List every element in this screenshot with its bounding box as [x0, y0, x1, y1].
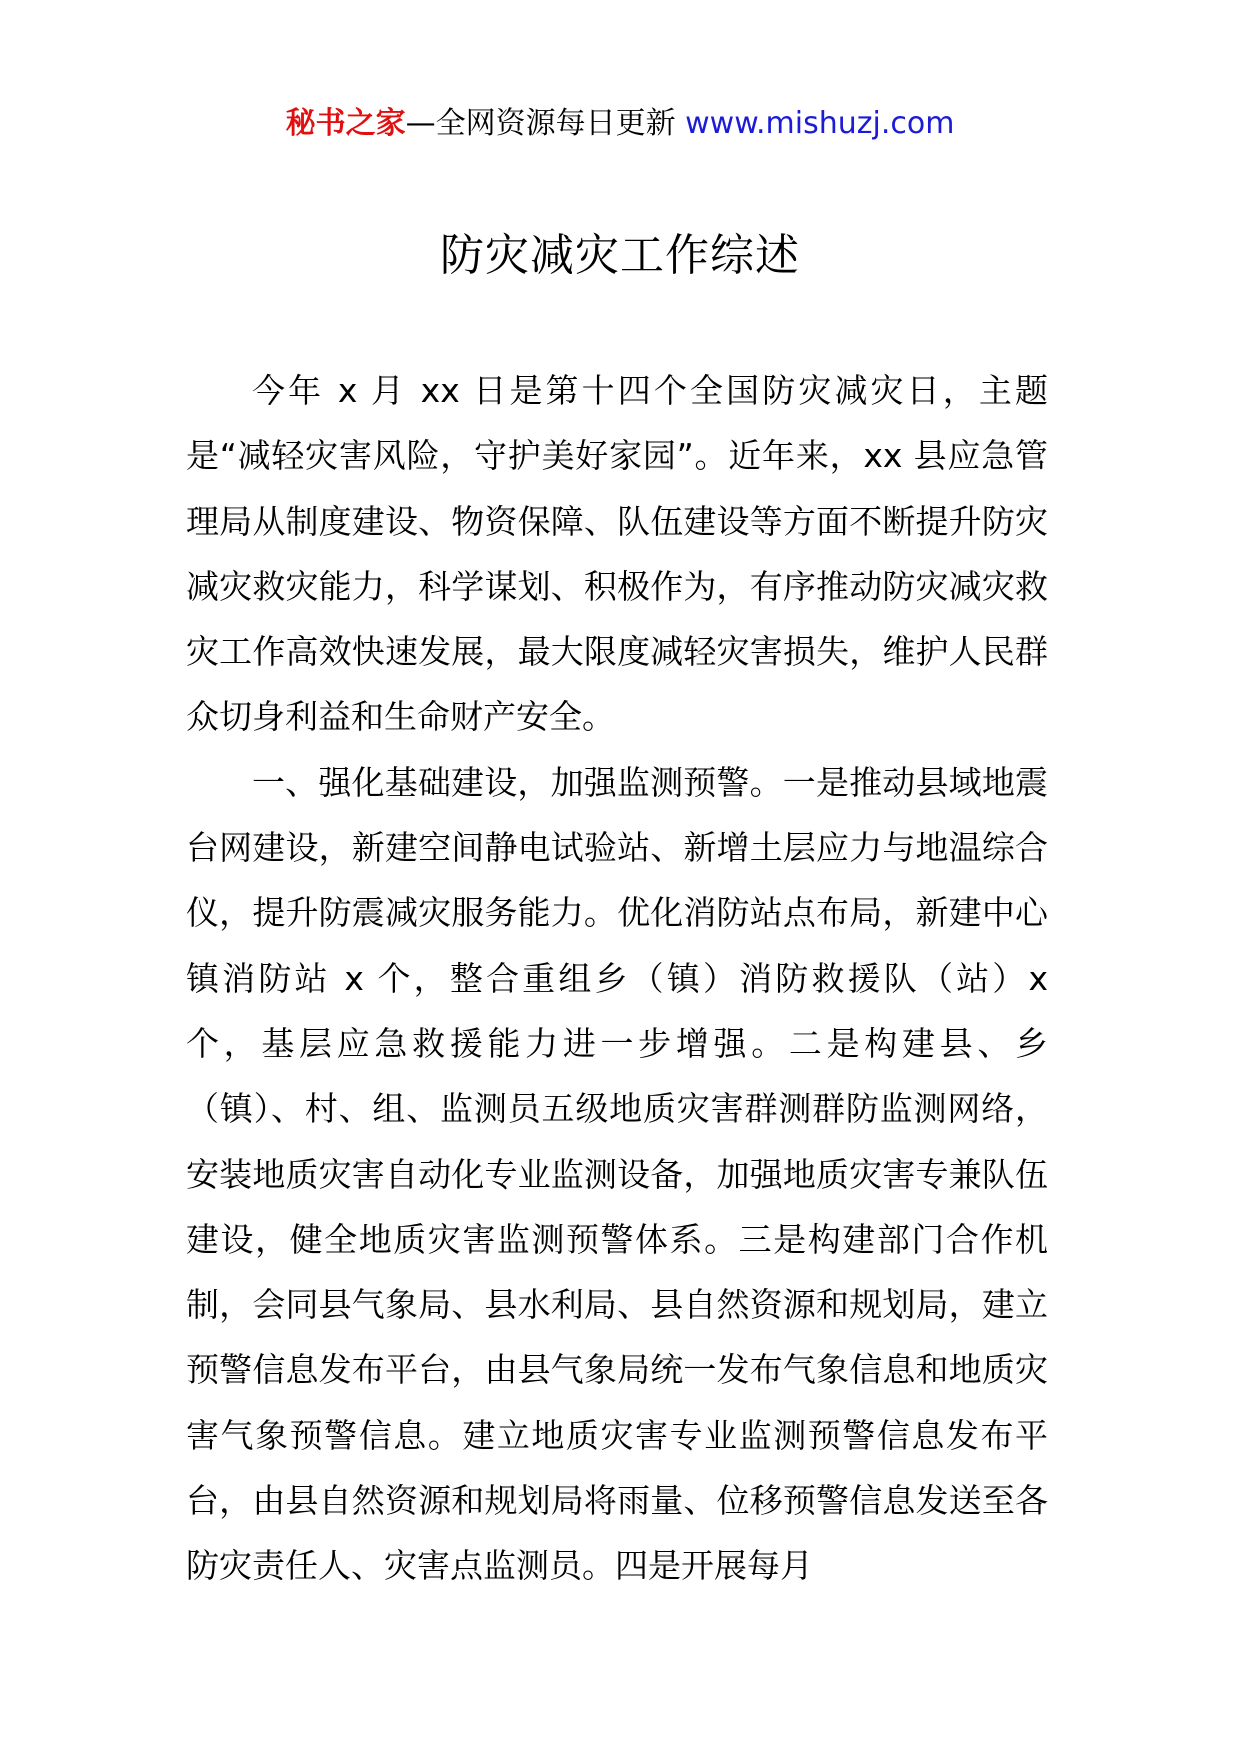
site-tagline: —全网资源每日更新	[405, 106, 676, 141]
paragraph-section-1: 一、强化基础建设，加强监测预警。一是推动县域地震台网建设，新建空间静电试验站、新增土层应力与地温综合仪，提升防震减灾服务能力。优化消防站点布局，新建中心镇消防站 x 个，整合重组乡（镇）消防救援队（站）x 个，基层应急救援能力进一步增强。二是构建县、乡（镇）、村、组、监测员五级地质灾害群测群防监测网络，安装地质灾害自动化专业监测设备，加强地质灾害专兼队伍建设，健全地质灾害监测预警体系。三是构建部门合作机制，会同县气象局、县水利局、县自然资源和规划局，建立预警信息发布平台，由县气象局统一发布气象信息和地质灾害气象预警信息。建立地质灾害专业监测预警信息发布平台，由县自然资源和规划局将雨量、位移预警信息发送至各防灾责任人、灾害点监测员。四是开展每月	[186, 762, 1048, 1586]
site-url-link[interactable]: www.mishuzj.com	[685, 106, 955, 141]
site-brand: 秘书之家	[285, 106, 406, 141]
paragraph-intro: 今年 x 月 xx 日是第十四个全国防灾减灾日，主题是“减轻灾害风险，守护美好家园”。近年来，xx 县应急管理局从制度建设、物资保障、队伍建设等方面不断提升防灾减灾救灾能力，科学谋划、积极作为，有序推动防灾减灾救灾工作高效快速发展，最大限度减轻灾害损失，维护人民群众切身利益和生命财产安全。	[186, 371, 1048, 737]
document-title: 防灾减灾工作综述	[440, 230, 800, 281]
document-body	[186, 358, 1048, 1599]
site-header	[0, 104, 1240, 144]
